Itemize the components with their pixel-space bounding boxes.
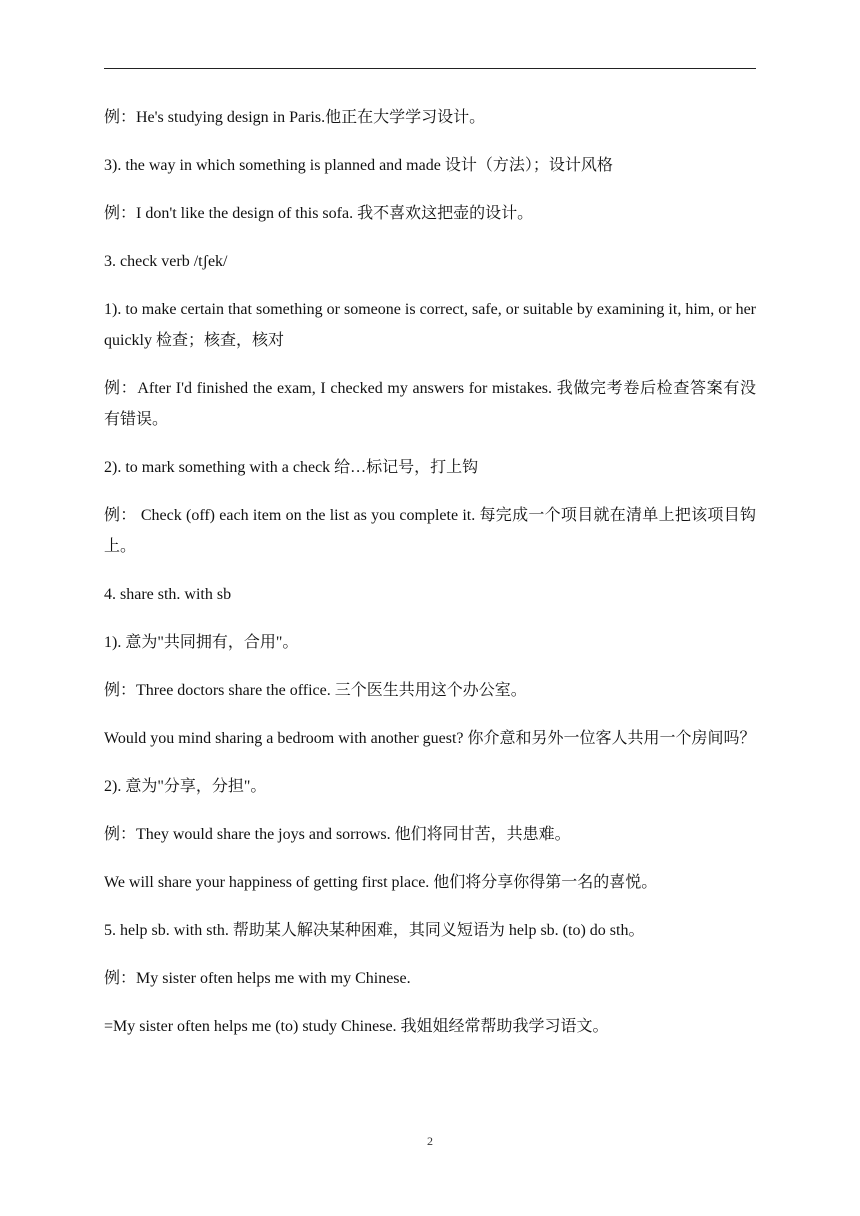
document-body xyxy=(104,102,756,1059)
paragraph-example-check-exam: 例：After I'd finished the exam, I checked my answers for mistakes. 我做完考卷后检查答案有没有错误。 xyxy=(104,380,756,428)
paragraph-example-check-list: 例： Check (off) each item on the list as you complete it. 每完成一个项目就在清单上把该项目钩上。 xyxy=(104,507,756,555)
paragraph-example-help-study: =My sister often helps me (to) study Chinese. 我姐姐经常帮助我学习语文。 xyxy=(104,1018,609,1035)
heading-help: 5. help sb. with sth. 帮助某人解决某种困难，其同义短语为 help sb. (to) do sth。 xyxy=(104,922,645,939)
paragraph-example-share-happiness: We will share your happiness of getting first place. 他们将分享你得第一名的喜悦。 xyxy=(104,874,658,891)
paragraph-example-share-bedroom: Would you mind sharing a bedroom with another guest? 你介意和另外一位客人共用一个房间吗？ xyxy=(104,730,756,747)
paragraph-definition-check-1: 1). to make certain that something or someone is correct, safe, or suitable by examining it, him, or her quickly 检查；核查，核对 xyxy=(104,301,756,349)
header-rule xyxy=(104,68,756,69)
paragraph-definition-share-1: 1). 意为"共同拥有，合用"。 xyxy=(104,634,299,651)
paragraph-example-help-chinese: 例：My sister often helps me with my Chinese. xyxy=(104,970,411,987)
heading-check: 3. check verb /tʃek/ xyxy=(104,253,228,270)
paragraph-definition-share-2: 2). 意为"分享，分担"。 xyxy=(104,778,267,795)
heading-share: 4. share sth. with sb xyxy=(104,586,232,603)
paragraph-example-share-joys: 例：They would share the joys and sorrows. 他们将同甘苦，共患难。 xyxy=(104,826,571,843)
paragraph-definition-check-2: 2). to mark something with a check 给…标记号，打上钩 xyxy=(104,459,479,476)
paragraph-example-share-office: 例：Three doctors share the office. 三个医生共用这个办公室。 xyxy=(104,682,527,699)
paragraph-example-design-paris: 例：He's studying design in Paris.他正在大学学习设计。 xyxy=(104,109,486,126)
page-number: 2 xyxy=(427,1134,433,1148)
paragraph-definition-design-3: 3). the way in which something is planned and made 设计（方法）；设计风格 xyxy=(104,157,613,174)
paragraph-example-design-sofa: 例：I don't like the design of this sofa. 我不喜欢这把壶的设计。 xyxy=(104,205,534,222)
